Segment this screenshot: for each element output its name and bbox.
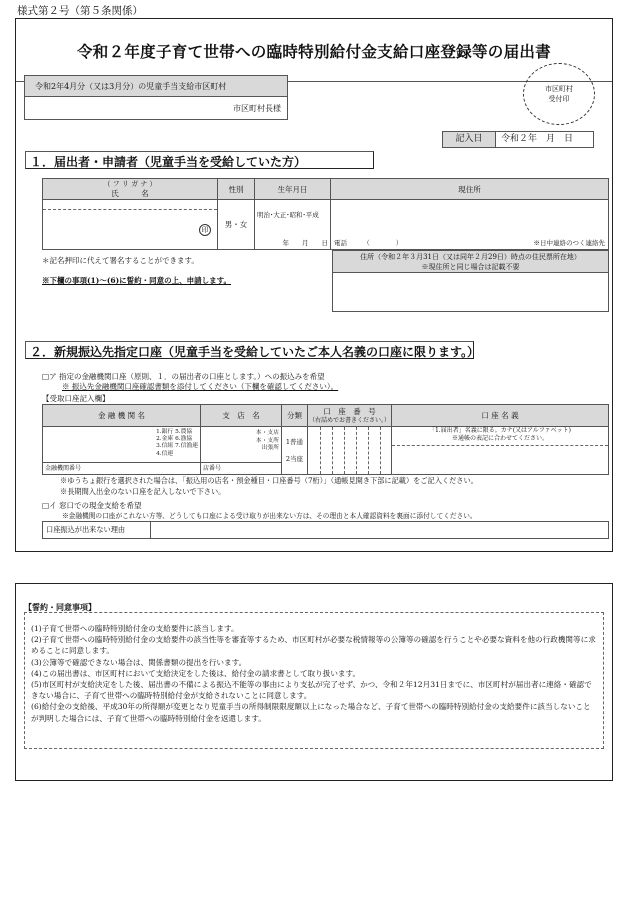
consent-note: ※下欄の事項(1)～(6)に誓約・同意の上、申請します。 <box>42 276 232 285</box>
signature-note: ＊記名押印に代えて署名することができます。 <box>42 256 199 265</box>
furigana-label: （ フ リ ガ ナ ） <box>103 180 157 188</box>
category-checking[interactable]: 2当座 <box>285 454 304 463</box>
name-header-cell <box>43 179 218 200</box>
option-a[interactable]: □ア 指定の金融機関口座（原則、１．の届出者の口座とします。）への振込みを希望 <box>42 372 325 381</box>
form-title: 令和２年度子育て世帯への臨時特別給付金支給口座登録等の届出書 <box>76 42 551 61</box>
agreement-item-6: (6)給付金の支給後、平成30年の所得額が変更となり児童手当の所得制限限度額以上になった場合など、子育て世帯への臨時特別給付金の支給要件に該当しないことが判明した場合には、子育て世帯への臨時特別給付金を返還します。 <box>31 702 591 723</box>
era-options: 明治･大正･昭和･平成 <box>257 211 319 219</box>
account-name-header-cell <box>392 405 609 427</box>
form-number-label: 様式第２号（第５条関係） <box>17 5 143 17</box>
option-i-note: ※金融機関の口座がこれない方等、どうしても口座による受け取りが出来ない方は、その理由と本人確認資料を裏面に添付してください。 <box>62 512 477 520</box>
bank-type-1: 1.銀行 5.農協 <box>156 429 193 435</box>
yucho-note: ※ゆうちょ銀行を選択された場合は、「振込用の店名・預金種目・口座番号（7桁）」（通帳見開き下部に記載）をご記入ください。 <box>60 476 478 485</box>
registered-address-line1: 住所（令和２年３月31日（又は同年２月29日）時点の住民票所在地） <box>360 253 581 261</box>
branch-code-row[interactable] <box>201 462 281 474</box>
bank-type-3: 3.信組 7.信漁連 <box>156 443 198 450</box>
agreement-item-2: (2)子育て世帯への臨時特別給付金の支給要件の該当性等を審査等するため、市区町村が必要な税情報等の公簿等の確認を行うことや必要な資料を他の行政機関等に求めることに同意します。 <box>31 635 596 656</box>
account-number-header: 口 座 番 号 <box>323 406 376 416</box>
account-name-header: 口 座 名 義 <box>481 411 519 420</box>
bank-name-header: 金 融 機 関 名 <box>43 405 201 427</box>
reason-label: 口座振込が出来ない理由 <box>43 522 151 538</box>
phone-note: ※日中連絡のつく連絡先 <box>533 239 605 247</box>
category-cell[interactable] <box>282 427 308 475</box>
section2-title: ２．新規振込先指定口座（児童手当を受給していたご本人名義の口座に限ります。） <box>30 345 480 359</box>
dob-cell[interactable] <box>255 200 331 250</box>
bank-type-list <box>156 429 198 458</box>
fill-date-box <box>442 131 594 148</box>
agreement-title: 【誓約・同意事項】 <box>24 602 96 612</box>
title-row <box>16 19 612 82</box>
bank-type-2: 2.金庫 6.漁協 <box>156 436 193 443</box>
gender-value[interactable]: 男・女 <box>218 200 255 250</box>
name-input-cell[interactable] <box>43 200 218 250</box>
branch-code-label: 店番号 <box>203 465 222 472</box>
option-i[interactable]: □イ 窓口での現金支給を希望 <box>42 501 142 510</box>
agreement-item-1: (1)子育て世帯への臨時特別給付金の支給要件に該当します。 <box>31 624 239 633</box>
fill-date-value[interactable]: 令和２年 月 日 <box>501 134 574 144</box>
bank-code-row[interactable] <box>43 462 200 474</box>
address-header: 現住所 <box>331 179 609 200</box>
registered-address-header <box>333 251 608 273</box>
address-input-cell[interactable] <box>331 200 609 250</box>
seal-mark: 印 <box>199 224 211 236</box>
category-header: 分類 <box>282 405 308 427</box>
fill-date-label: 記入日 <box>443 132 496 147</box>
branch-cell[interactable] <box>201 427 282 475</box>
account-name-notes <box>392 427 608 446</box>
category-ordinary[interactable]: 1普通 <box>285 437 304 446</box>
branch-type-1: 本・支店 <box>255 430 279 436</box>
account-name-note1: 「1.届出者」名義に限る。カナ(又はアルファベット) <box>428 427 572 434</box>
agreement-items <box>24 612 604 749</box>
account-name-note2: ※通帳の表記に合わせてください。 <box>451 435 548 442</box>
bank-account-table <box>42 404 609 475</box>
applicant-table <box>42 178 609 250</box>
dob-header: 生年月日 <box>255 179 331 200</box>
name-label: 氏 名 <box>111 189 149 198</box>
branch-header: 支 店 名 <box>201 405 282 427</box>
account-number-cell[interactable] <box>308 427 392 475</box>
agreement-section <box>15 583 613 781</box>
dob-line: 年 月 日 <box>282 239 328 247</box>
account-number-header-cell <box>308 405 392 427</box>
account-name-cell[interactable] <box>392 427 609 475</box>
municipality-mayor: 市区町村長様 <box>233 104 281 113</box>
phone-label: 電話 （ ） <box>334 239 403 247</box>
municipality-header: 令和2年4月分（又は3月分）の児童手当支給市区町村 <box>25 76 287 97</box>
gender-header: 性別 <box>218 179 255 200</box>
account-number-sub: （右詰めでお書きください。） <box>308 416 390 424</box>
bank-name-cell[interactable] <box>43 427 201 475</box>
branch-type-3: 出張所 <box>261 445 279 451</box>
reason-row[interactable] <box>42 521 609 539</box>
long-term-note: ※長期間入出金のない口座を記入しないで下さい。 <box>60 487 226 496</box>
branch-type-2: 本・支所 <box>255 437 279 444</box>
receipt-stamp-line1: 市区町村 <box>545 85 573 93</box>
agreement-item-5: (5)市区町村が支給決定をした後、届出書の不備による振込不能等の事由により支払が完了せず、かつ、令和２年12月31日までに、市区町村が届出者に連絡・確認できない場合に、子育て世帯への臨時特別給付金が支給されないことに同意します。 <box>31 680 592 701</box>
bank-code-label: 金融機関番号 <box>45 465 82 472</box>
agreement-item-4: (4)この届出書は、市区町村において支給決定をした後は、給付金の請求書として取り扱います。 <box>31 668 361 678</box>
agreement-item-3: (3)公簿等で確認できない場合は、関係書類の提出を行います。 <box>31 657 247 667</box>
receipt-stamp-line2: 受付印 <box>548 95 570 103</box>
registered-address-line2: ※現住所と同じ場合は記載不要 <box>421 263 520 271</box>
bank-type-4: 4.信連 <box>156 450 174 457</box>
section1-title: １．届出者・申請者（児童手当を受給していた方） <box>30 155 307 169</box>
option-a-note: ※ 振込先金融機関口座確認書類を添付してください（下欄を確認してください）。 <box>62 382 339 391</box>
registered-address-box[interactable] <box>332 250 609 312</box>
receipt-stamp-area <box>523 63 595 125</box>
bank-entry-label: 【受取口座記入欄】 <box>42 394 110 403</box>
branch-type-list <box>256 430 279 453</box>
municipality-box <box>24 75 288 120</box>
